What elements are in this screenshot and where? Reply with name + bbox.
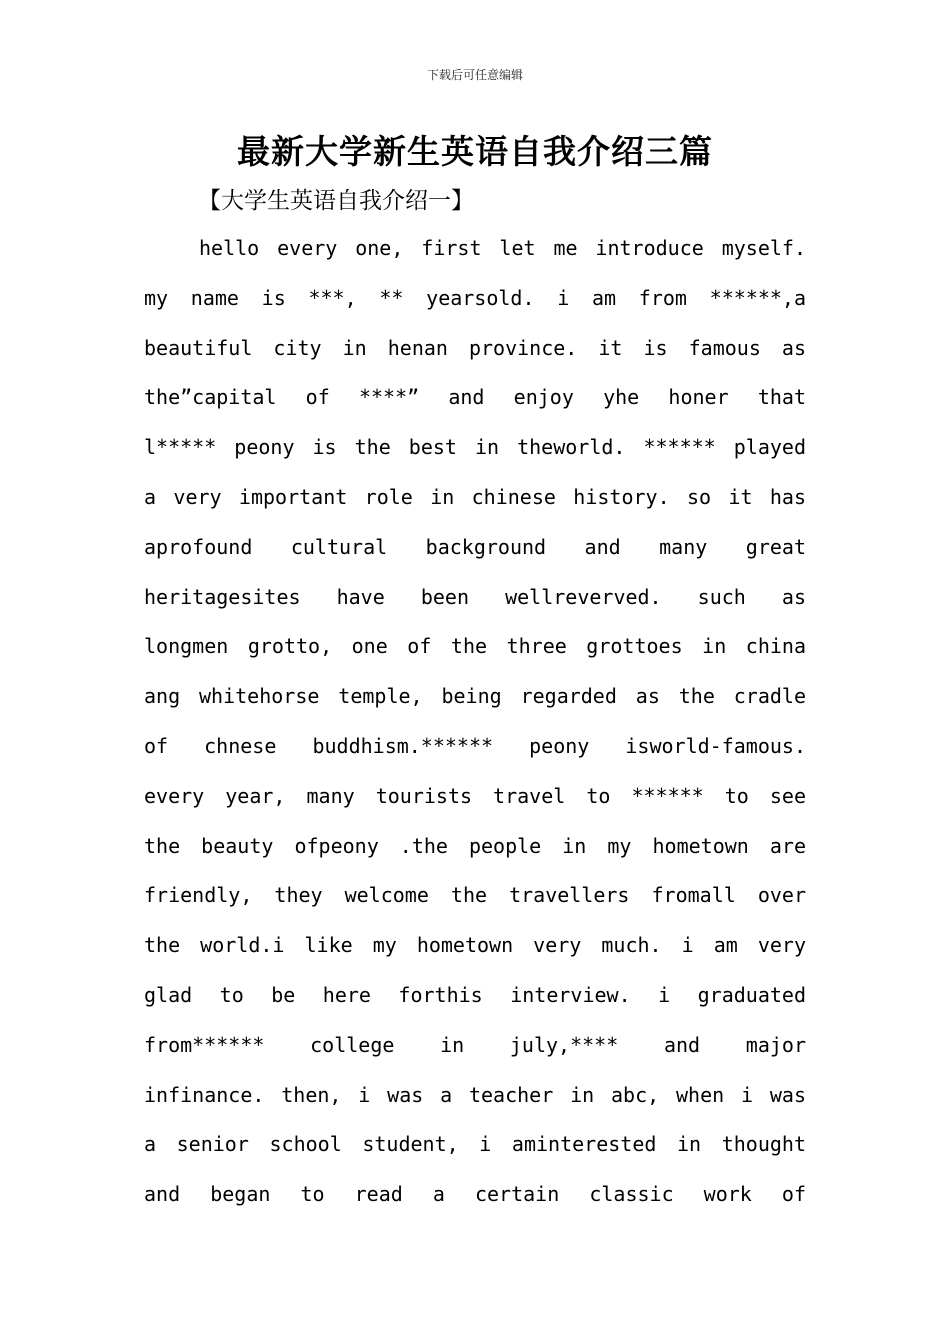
paragraph-line: beautiful city in henan province. it is famous as xyxy=(144,335,806,360)
paragraph-line: the beauty ofpeony .the people in my hometown are xyxy=(144,833,806,858)
header-note: 下载后可任意编辑 xyxy=(426,68,523,82)
paragraph-line: and began to read a certain classic work of xyxy=(144,1182,806,1207)
body-text xyxy=(144,224,806,1220)
paragraph-line: glad to be here forthis interview. i graduated xyxy=(144,982,806,1007)
paragraph-line: friendly, they welcome the travellers fromall over xyxy=(144,883,806,908)
paragraph-line: every year, many tourists travel to ****** to see xyxy=(144,783,806,808)
paragraph-line: the world.i like my hometown very much. i am very xyxy=(144,933,806,958)
paragraph-line: heritagesites have been wellreverved. such as xyxy=(144,584,806,609)
paragraph-line: l***** peony is the best in theworld. ****** played xyxy=(144,435,806,460)
paragraph-line: hello every one, first let me introduce myself. xyxy=(199,236,806,260)
paragraph-line: ang whitehorse temple, being regarded as the cradle xyxy=(144,684,806,709)
paragraph-line: aprofound cultural background and many great xyxy=(144,534,806,559)
paragraph-line: longmen grotto, one of the three grottoes in china xyxy=(144,634,806,659)
paragraph-line: the”capital of ****” and enjoy yhe honer that xyxy=(144,385,806,410)
section-heading: 【大学生英语自我介绍一】 xyxy=(198,188,474,214)
paragraph-line: infinance. then, i was a teacher in abc, when i was xyxy=(144,1082,806,1107)
document-title: 最新大学新生英语自我介绍三篇 xyxy=(237,132,713,171)
paragraph-line: a senior school student, i aminterested in thought xyxy=(144,1132,806,1157)
paragraph-line: a very important role in chinese history. so it has xyxy=(144,484,806,509)
paragraph-line: my name is ***, ** yearsold. i am from ******,a xyxy=(144,285,806,310)
paragraph-line: of chnese buddhism.****** peony isworld-famous. xyxy=(144,733,806,758)
paragraph-line: from****** college in july,**** and major xyxy=(144,1032,806,1057)
